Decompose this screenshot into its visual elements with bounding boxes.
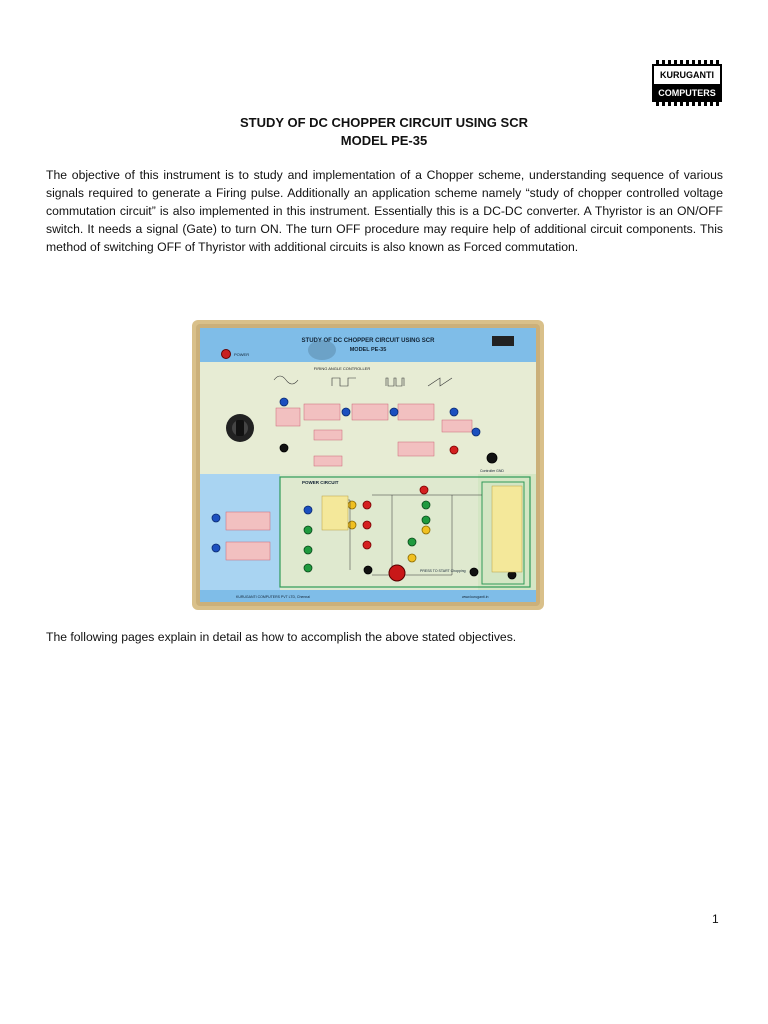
document-subtitle: MODEL PE-35 [340,133,428,148]
logo-bottom-text: COMPUTERS [658,88,716,98]
company-logo [652,60,722,106]
power-circuit-label: POWER CIRCUIT [302,480,339,485]
firing-controller-label: FIRING ANGLE CONTROLLER [313,366,371,371]
trainer-kit-photo [192,320,544,610]
press-to-start-label: PRESS TO START Chopping [420,569,466,573]
logo-top-text: KURUGANTI [660,70,714,80]
power-label: POWER [234,352,250,357]
panel-footer-right: www.kuruganti.in [462,595,489,599]
page-number: 1 [712,912,719,926]
panel-model: MODEL PE-35 [349,347,387,353]
followup-text: The following pages explain in detail as how to accomplish the above stated objectives. [46,630,517,644]
intro-paragraph: The objective of this instrument is to study and implementation of a Chopper scheme, understanding sequence of various signals required to generate a Firing pulse. Additionally an application scheme namely “study of chopper controlled voltage commutation circuit” is also implemented in this instrument. Essentially this is a DC-DC converter. A Thyristor is an ON/OFF switch. It needs a signal (Gate) to turn ON. The turn OFF procedure may require help of additional circuit components. This method of switching OFF of Thyristor with additional circuits is also known as Forced commutation. [46,168,723,254]
controller-gnd-label: Controller GND [480,469,504,473]
document-title: STUDY OF DC CHOPPER CIRCUIT USING SCR [240,115,528,130]
panel-title: STUDY OF DC CHOPPER CIRCUIT USING SCR [301,338,435,344]
panel-footer-left: KURUGANTI COMPUTERS PVT LTD, Chennai [236,595,310,599]
